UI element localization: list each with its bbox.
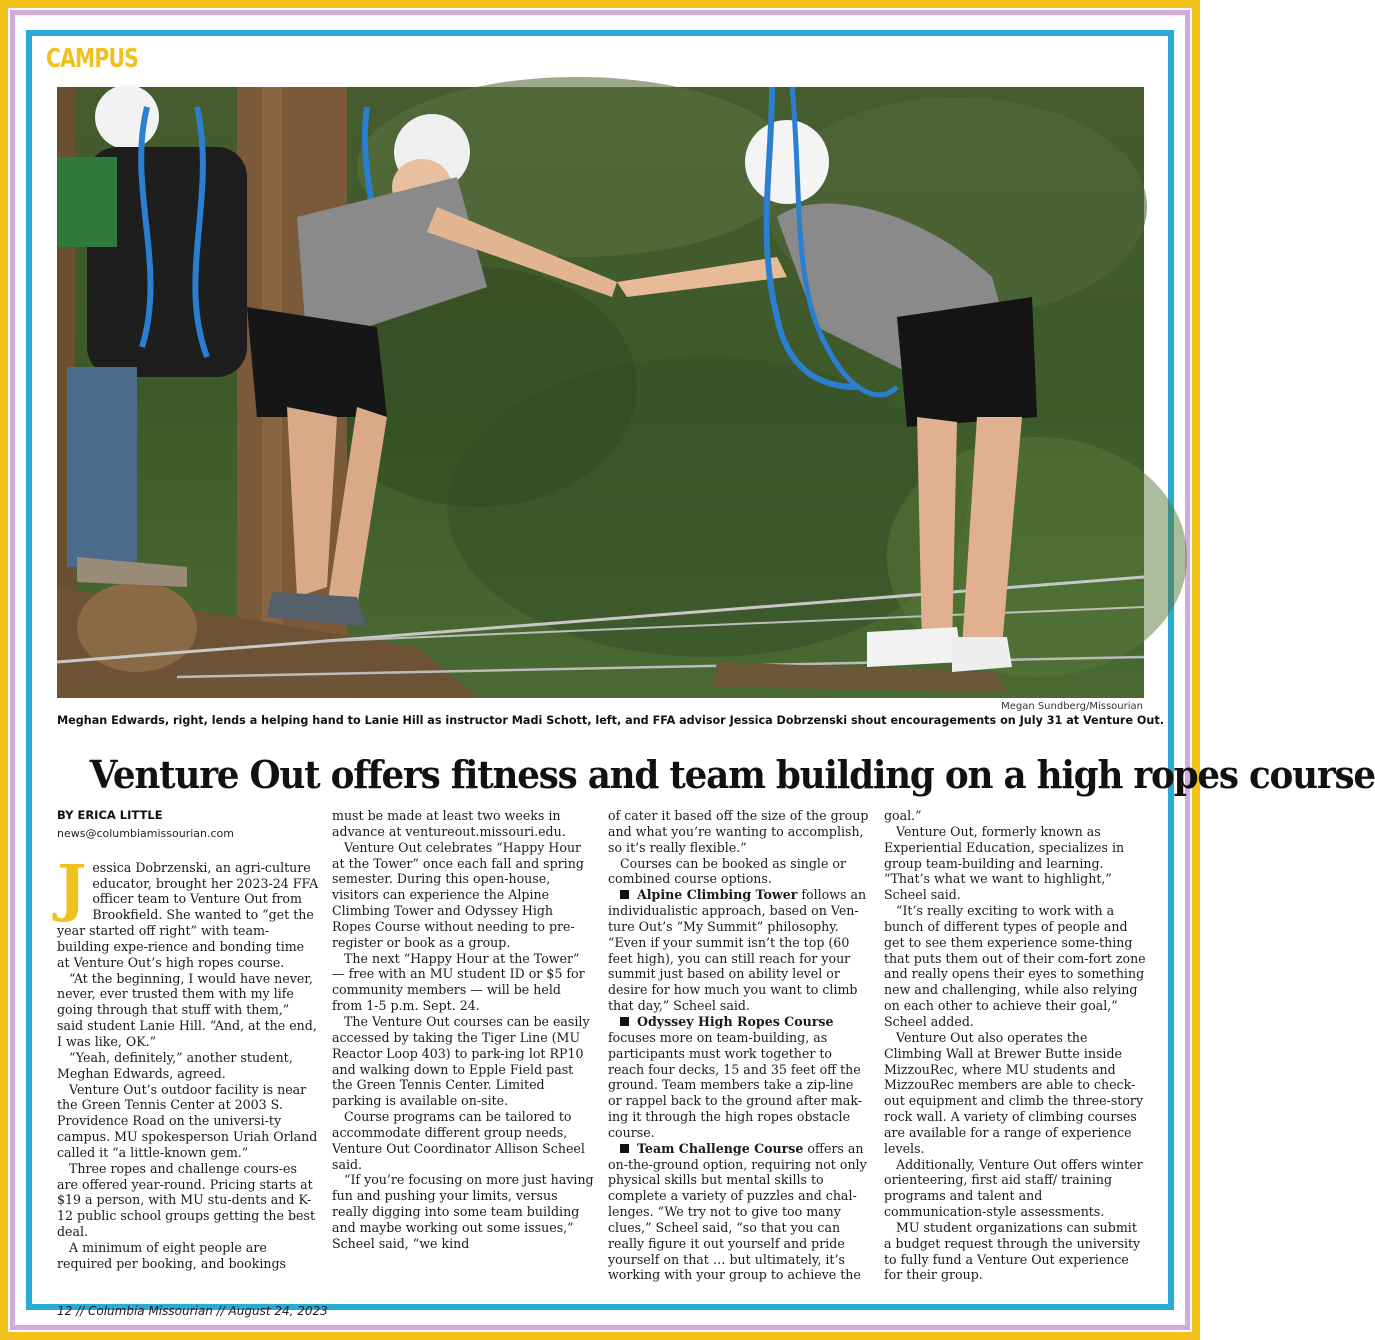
paragraph: Jessica Dobrzenski, an agri-culture educator, brought her 2023-24 FFA officer team to Venture Out from Brookfield. She wanted to “get the year started off right” with team-building expe-rience and bonding time at Venture Out’s high ropes course. [57,850,319,970]
paragraph: Three ropes and challenge cours-es are offered year-round. Pricing starts at $19 a person, with MU stu-dents and K-12 public school groups getting the best deal. [57,1160,316,1240]
section-label: CAMPUS [46,44,139,74]
paragraph: “At the beginning, I would have never, never, ever trusted them with my life going through that stuff with them,” said student Lanie Hill. “And, at the end, I was like, OK.” [57,970,317,1049]
subhead: Odyssey High Ropes Course [637,1013,834,1029]
article-column-4 [884,808,1146,1283]
paragraph: Additionally, Venture Out offers winter orienteering, first aid staff/ training programs and talent and communication-style assessments. [884,1156,1143,1220]
paragraph: Courses can be booked as single or combined course options. [608,855,847,887]
article-column-1 [57,808,319,1272]
article-photo [57,87,1144,698]
paragraph: MU student organizations can submit a budget request through the university to fully fund a Venture Out experience for their group. [884,1219,1141,1283]
bullet-square-icon [620,890,629,899]
paragraph: The next “Happy Hour at the Tower” — free with an MU student ID or $5 for community members — will be held from 1-5 p.m. Sept. 24. [332,950,585,1014]
paragraph: Alpine Climbing Tower follows an individualistic approach, based on Ven-ture Out’s “My Summit” philosophy. “Even if your summit isn’t the top (60 feet high), you can still reach for your summit just based on ability level or desire for how much you want to climb that day,” Scheel said. [608,887,867,1014]
paragraph: of cater it based off the size of the group and what you’re wanting to accomplish, so it’s really flexible.” [608,808,869,855]
paragraph: The Venture Out courses can be easily accessed by taking the Tiger Line (MU Reactor Loop 403) to park-ing lot RP10 and walking down to Epple Field past the Green Tennis Center. Limited parking is available on-site. [332,1013,590,1109]
paragraph: must be made at least two weeks in advance at ventureout.missouri.edu. [332,808,566,839]
subhead: Team Challenge Course [637,1140,804,1156]
headline: Venture Out offers fitness and team building on a high ropes course [89,752,1375,797]
drop-cap: J [57,850,87,924]
paragraph: Venture Out, formerly known as Experiential Education, specializes in group team-building and learning. “That’s what we want to highlight,” Scheel said. [884,823,1125,903]
paragraph: Team Challenge Course offers an on-the-ground option, requiring not only physical skills but mental skills to complete a variety of puzzles and chal-lenges. “We try not to give too many clues,” Scheel said, “so that you can really figure it out yourself and pride yourself on that … but ultimately, it’s working with your group to achieve the [608,1140,867,1283]
bullet-square-icon [620,1144,629,1153]
article-column-3 [608,808,870,1283]
subhead: Alpine Climbing Tower [637,887,798,903]
paragraph: Course programs can be tailored to accommodate different group needs, Venture Out Coordinator Allison Scheel said. [332,1109,585,1172]
bullet-square-icon [620,1017,629,1026]
article-column-2 [332,808,594,1252]
paragraph: A minimum of eight people are required per booking, and bookings [57,1239,287,1271]
byline: BY ERICA LITTLE [57,808,163,822]
paragraph: goal.” [884,808,922,823]
paragraph: “If you’re focusing on more just having fun and pushing your limits, versus really digging into some team building and maybe working out some issues,” Scheel said, “we kind [332,1172,594,1251]
author-email[interactable]: news@columbiamissourian.com [57,826,234,840]
paragraph: “It’s really exciting to work with a bunch of different types of people and get to see them experience some-thing that puts them out of their com-fort zone and really opens their eyes to something new and challenging, while also relying on each other to achieve their goal,” Scheel added. [884,903,1146,1029]
paragraph: Venture Out celebrates “Happy Hour at the Tower” once each fall and spring semester. During this open-house, visitors can experience the Alpine Climbing Tower and Odyssey High Ropes Course without needing to pre-register or book as a group. [332,839,584,950]
paragraph: Venture Out also operates the Climbing Wall at Brewer Butte inside MizzouRec, where MU students and MizzouRec members are able to check-out equipment and climb the three-story rock wall. A variety of climbing courses are available for a range of experience levels. [884,1029,1144,1156]
paragraph: Venture Out’s outdoor facility is near the Green Tennis Center at 2003 S. Providence Road on the universi-ty campus. MU spokesperson Uriah Orland called it “a little-known gem.” [57,1081,318,1160]
page-footer: 12 // Columbia Missourian // August 24, 2023 [57,1304,328,1318]
paragraph: Odyssey High Ropes Course focuses more on team-building, as participants must work together to reach four decks, 15 and 35 feet off the ground. Team members take a zip-line or rappel back to the ground after mak-ing it through the high ropes obstacle course. [608,1013,863,1140]
photo-credit: Megan Sundberg/Missourian [1001,701,1143,712]
paragraph: “Yeah, definitely,” another student, Meghan Edwards, agreed. [57,1049,293,1081]
photo-caption: Meghan Edwards, right, lends a helping hand to Lanie Hill as instructor Madi Schott, left, and FFA advisor Jessica Dobrzenski shout encouragements on July 31 at Venture Out. [57,714,1164,727]
